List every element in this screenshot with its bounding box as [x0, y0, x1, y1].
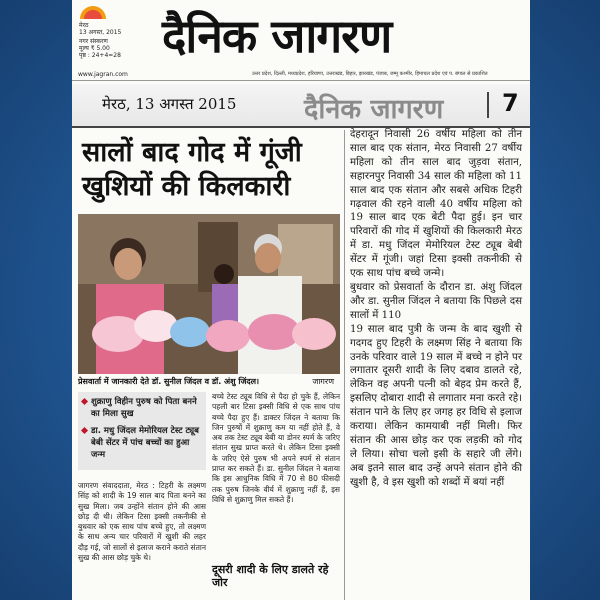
article-column-1: जागरण संवाददाता, मेरठ : टिहरी के लक्ष्मण सिंह को शादी के 19 साल बाद पिता बनने का सुख मिला। जब उन्होंने संतान होने की आस छोड़ दी थी। लेकिन टिसा इक्सी तकनीकी से बुधवार को एक साथ पांच बच्चे हुए, तो लक्ष्मण के साथ अन्य चार परिवारों में खुशी की लहर दौड़ गई, जो सालों से इलाज कराने कराते संतान सुख की आस छोड़ चुके थे। — [78, 481, 206, 563]
masthead-info — [79, 22, 121, 59]
article-column-3: देहरादून निवासी 26 वर्षीय महिला को तीन साल बाद एक संतान, मेरठ निवासी 27 वर्षीय महिला को तीन साल बाद जुड़वा संतान, सहारनपुर निवासी 34 साल की महिला को 11 साल बाद एक संतान और सबसे अधिक टिहरी गढ़वाल की रहने वाली 40 वर्षीय महिला को 19 साल बाद एक बेटी पैदा हुई। इन चार परिवारों की गोद में खुशियों की किलकारी मेरठ में डा. मधु जिंदल मेमोरियल टेस्ट ट्यूब बेबी सेंटर में गूंजी। जहां टिसा इक्सी तकनीकी से एक साथ पांच बच्चे जन्मे। बुधवार को प्रेसवार्ता के दौरान डा. अंशु जिंदल और डा. सुनील जिंदल ने बताया कि पिछले दस सालों में 110 19 साल बाद पुत्री के जन्म के बाद खुशी से गदगद हुए टिहरी के लक्ष्मण सिंह ने बताया कि उनके परिवार वाले 19 साल में बच्चे न होने पर लगातार दूसरी शादी के लिए दबाव डालते रहे, लेकिन वह अपनी पत्नी को बेहद प्रेम करते हैं, इसलिए दोबारा शादी से लगातार मना करते रहे। संतान पाने के लिए हर जगह हर विधि से इलाज कराया। लेकिन कामयाबी नहीं मिली। फिर संतान की आस छोड़ कर एक लड़की को गोद ले लिया। सोचा चलो इसी के सहारे जी लेंगे। अब इतने साल बाद उन्हें अपने संतान होने की खुशी है, वे इस खुशी को शब्दों में बयां नहीं — [350, 129, 522, 488]
article-column-2: बच्चे टेस्ट ट्यूब विधि से पैदा हो चुके हैं, लेकिन पहली बार टिसा इक्सी विधि से एक साथ पांच बच्चे पैदा हुए हैं। डाक्टर जिंदल ने बताया कि जिन पुरुषों में शुक्राणु कम या नहीं होते हैं, वे अब तक टेस्ट ट्यूब बेबी या डोनर स्पर्म के जरिए संतान सुख प्राप्त करते थे। लेकिन टिसा इक्सी के जरिए ऐसे पुरुष भी अपने स्पर्म से संतान प्राप्त कर सकते हैं। डा. सुनील जिंदल ने बताया कि इस आधुनिक विधि में 70 से 80 फीसदी तक पुरुष जिनके वीर्य में शुक्राणु नहीं हैं, इस विधि से शुक्राणु मिल सकते हैं। — [212, 392, 340, 504]
masthead-url: www.jagran.com — [78, 71, 128, 78]
article-headline: सालों बाद गोद में गूंजी खुशियों की किलकारी — [82, 137, 302, 202]
page-number: 7 — [502, 89, 519, 117]
highlight-item: डा. मधु जिंदल मेमोरियल टेस्ट ट्यूब बेबी सेंटर में पांच बच्चों का हुआ जन्म — [82, 425, 202, 461]
photo-credit: जागरण — [312, 377, 334, 386]
photo-caption-text: प्रेसवार्ता में जानकारी देते डॉ. सुनील जिंदल व डॉ. अंशु जिंदल। — [78, 377, 260, 386]
page-newspaper-name: दैनिक जागरण — [304, 94, 444, 125]
page-header-bar — [72, 84, 530, 128]
masthead — [72, 0, 530, 81]
masthead-date: मेरठ 13 अगस्त, 2015 — [79, 22, 122, 36]
highlights-box — [78, 392, 206, 470]
masthead-price: मूल्य ₹ 5.00 — [79, 45, 110, 52]
highlight-item: शुक्राणु विहीन पुरुष को पिता बनने का मिला सुख — [82, 396, 202, 420]
masthead-title: दैनिक जागरण — [162, 9, 392, 63]
column-divider — [344, 130, 345, 600]
masthead-pages: पृष्ठ : 24+4=28 — [79, 52, 121, 59]
article-photo-image — [78, 214, 340, 374]
page-date: मेरठ, 13 अगस्त 2015 — [102, 95, 237, 113]
newspaper-page — [72, 0, 530, 600]
sun-logo-icon — [78, 4, 108, 20]
article-subhead: दूसरी शादी के लिए डालते रहे जोर — [212, 563, 329, 589]
masthead-edition: नगर संस्करण — [79, 38, 108, 45]
page-header-divider — [487, 92, 489, 118]
masthead-editions: उत्तर प्रदेश, दिल्ली, मध्यप्रदेश, हरियाणा, उत्तराखंड, बिहार, झारखंड, पंजाब, जम्मू कश्मीर, हिमाचल प्रदेश एवं प. बंगाल से प्रकाशित — [252, 71, 488, 77]
article-photo — [78, 214, 340, 374]
photo-caption — [78, 376, 340, 387]
